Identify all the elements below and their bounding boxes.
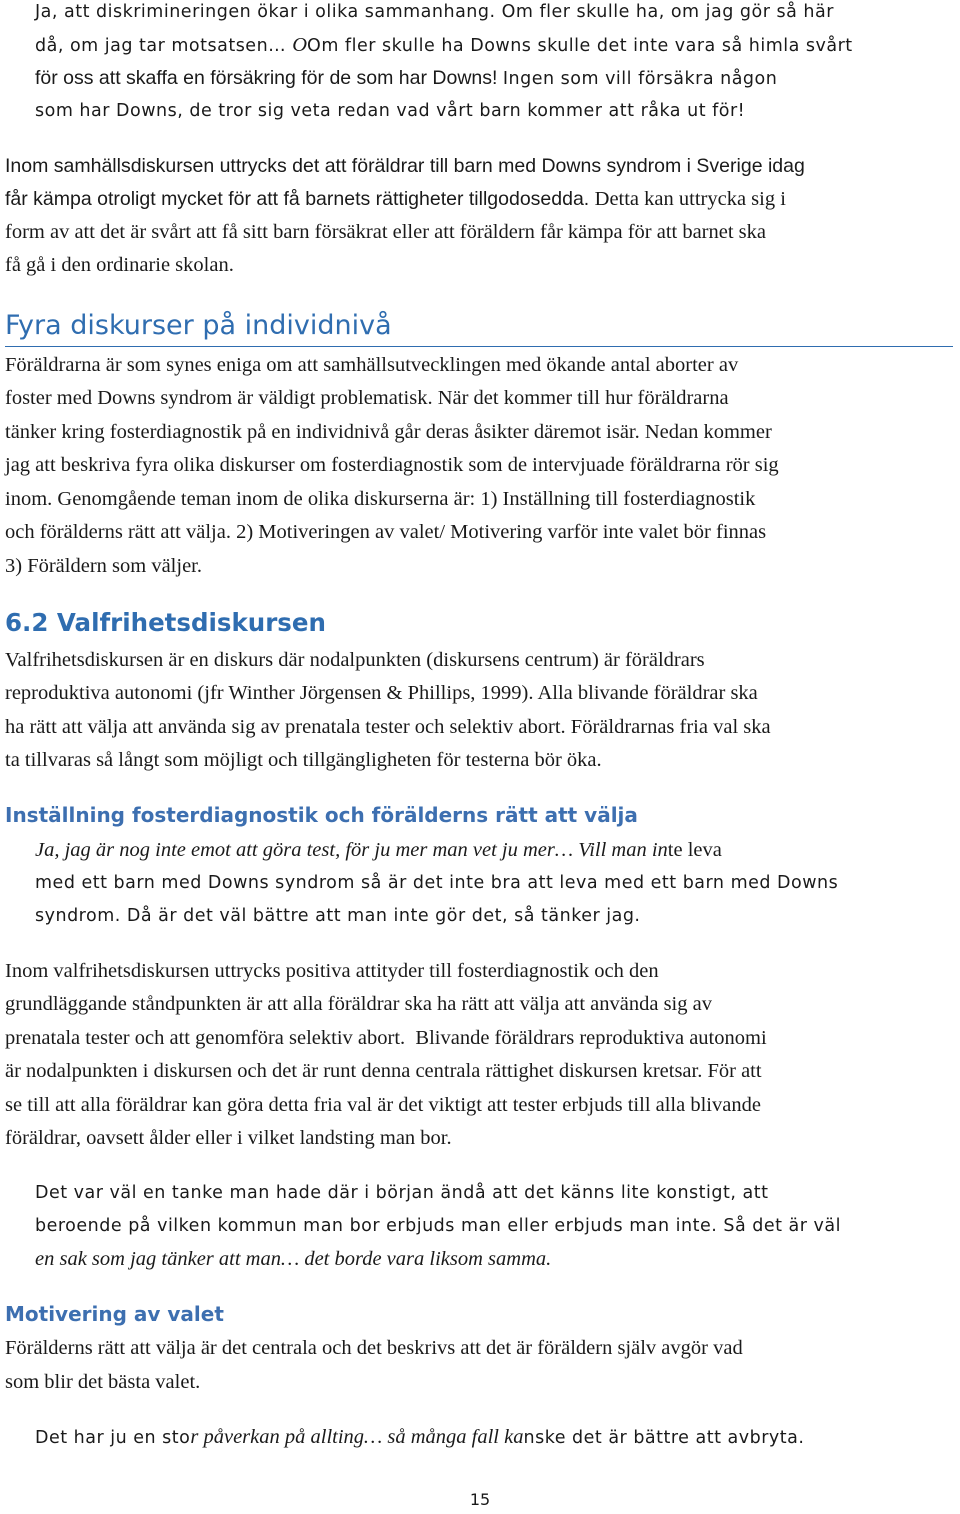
minor-heading: Inställning fosterdiagnostik och förälderns rätt att välja — [5, 803, 638, 827]
paragraph-line: Föräldrarna är som synes eniga om att samhällsutvecklingen med ökande antal aborter av — [5, 354, 739, 376]
quote-line — [35, 1421, 804, 1455]
paragraph-line: se till att alla föräldrar kan göra detta fria val är det viktigt att tester erbjuds till alla blivande — [5, 1094, 761, 1116]
minor-heading: Motivering av valet — [5, 1302, 224, 1326]
quote-segment: Ingen som vill försäkra någon — [502, 69, 778, 89]
text-segment: får kämpa otroligt mycket för att få barnets rättigheter tillgodosedda. — [5, 188, 595, 210]
quote-line: Det var väl en tanke man hade där i början ändå att det känns lite konstigt, att — [35, 1183, 769, 1203]
quote-segment: för oss att skaffa en försäkring för de som har Downs! — [35, 67, 503, 89]
quote-line: Ja, att diskrimineringen ökar i olika sammanhang. Om fler skulle ha, om jag gör så här — [35, 2, 834, 22]
paragraph-line: Inom samhällsdiskursen uttrycks det att föräldrar till barn med Downs syndrom i Sverige idag — [5, 155, 805, 177]
quote-line: som har Downs, de tror sig veta redan vad vårt barn kommer att råka ut för! — [35, 101, 746, 121]
quote-segment: då, om jag tar motsatsen… — [35, 36, 293, 56]
paragraph-line: ta tillvaras så långt som möjligt och tillgängligheten för testerna bör öka. — [5, 749, 602, 771]
paragraph-line: som blir det bästa valet. — [5, 1371, 201, 1393]
paragraph-line: prenatala tester och att genomföra selektiv abort. Blivande föräldrars reproduktiva autonomi — [5, 1027, 767, 1049]
quote-line — [35, 29, 853, 63]
quote-segment: Om fler skulle ha Downs skulle det inte vara så himla svårt — [307, 36, 853, 56]
paragraph-line: ha rätt att välja att använda sig av prenatala tester och selektiv abort. Föräldrarnas fria val ska — [5, 716, 771, 738]
paragraph-line: Valfrihetsdiskursen är en diskurs där nodalpunkten (diskursens centrum) är föräldrars — [5, 649, 705, 671]
paragraph-line — [5, 183, 786, 216]
paragraph-line: föräldrar, oavsett ålder eller i vilket landsting man bor. — [5, 1127, 452, 1149]
paragraph-line: form av att det är svårt att få sitt barn försäkrat eller att föräldern får kämpa för att barnet ska — [5, 221, 767, 243]
quote-segment: nske det är bättre att avbryta. — [523, 1428, 805, 1448]
paragraph-line: Inom valfrihetsdiskursen uttrycks positiva attityder till fosterdiagnostik och den — [5, 960, 659, 982]
text-segment: Detta kan uttrycka sig i — [594, 188, 786, 210]
paragraph-line: foster med Downs syndrom är väldigt problematisk. När det kommer till hur föräldrarna — [5, 387, 729, 409]
quote-segment-italic: Ja, jag är nog inte emot att göra test, för ju mer man vet ju mer… Vill man in — [35, 839, 668, 861]
quote-line: med ett barn med Downs syndrom så är det inte bra att leva med ett barn med Downs — [35, 873, 839, 893]
paragraph-line: Förälderns rätt att välja är det centrala och det beskrivs att det är föräldern själv avgör vad — [5, 1337, 743, 1359]
paragraph-line: grundläggande ståndpunkten är att alla föräldrar ska ha rätt att välja att använda sig av — [5, 993, 712, 1015]
page-number: 15 — [469, 1490, 491, 1509]
subsection-heading: 6.2 Valfrihetsdiskursen — [5, 608, 326, 637]
quote-line — [35, 1243, 551, 1277]
paragraph-line: 3) Föräldern som väljer. — [5, 555, 202, 577]
quote-segment-italic: r påverkan på allting… så många fall ka — [190, 1426, 524, 1448]
quote-line — [35, 834, 722, 868]
section-heading — [5, 306, 953, 347]
paragraph-line: och förälderns rätt att välja. 2) Motiveringen av valet/ Motivering varför inte valet bör finnas — [5, 521, 767, 543]
paragraph-line: få gå i den ordinarie skolan. — [5, 254, 234, 276]
paragraph-line: jag att beskriva fyra olika diskurser om fosterdiagnostik som de intervjuade föräldrarna rör sig — [5, 454, 779, 476]
paragraph-line: inom. Genomgående teman inom de olika diskurserna är: 1) Inställning till fosterdiagnostik — [5, 488, 756, 510]
quote-segment-italic: O — [292, 34, 308, 56]
quote-segment: te leva — [667, 839, 722, 861]
quote-segment-italic: en sak som jag tänker att man… det borde vara liksom samma. — [35, 1248, 552, 1270]
paragraph-line: reproduktiva autonomi (jfr Winther Jörgensen & Phillips, 1999). Alla blivande föräldrar ska — [5, 682, 758, 704]
section-heading-text: Fyra diskurser på individnivå — [5, 310, 392, 341]
paragraph-line: tänker kring fosterdiagnostik på en individnivå går deras åsikter däremot isär. Nedan kommer — [5, 421, 772, 443]
quote-line: beroende på vilken kommun man bor erbjuds man eller erbjuds man inte. Så det är väl — [35, 1216, 841, 1236]
paragraph-line: är nodalpunkten i diskursen och det är runt denna centrala rättighet diskursen kretsar. För att — [5, 1060, 762, 1082]
quote-segment: Det har ju en sto — [35, 1428, 191, 1448]
quote-line: syndrom. Då är det väl bättre att man inte gör det, så tänker jag. — [35, 906, 641, 926]
quote-line — [35, 62, 777, 96]
